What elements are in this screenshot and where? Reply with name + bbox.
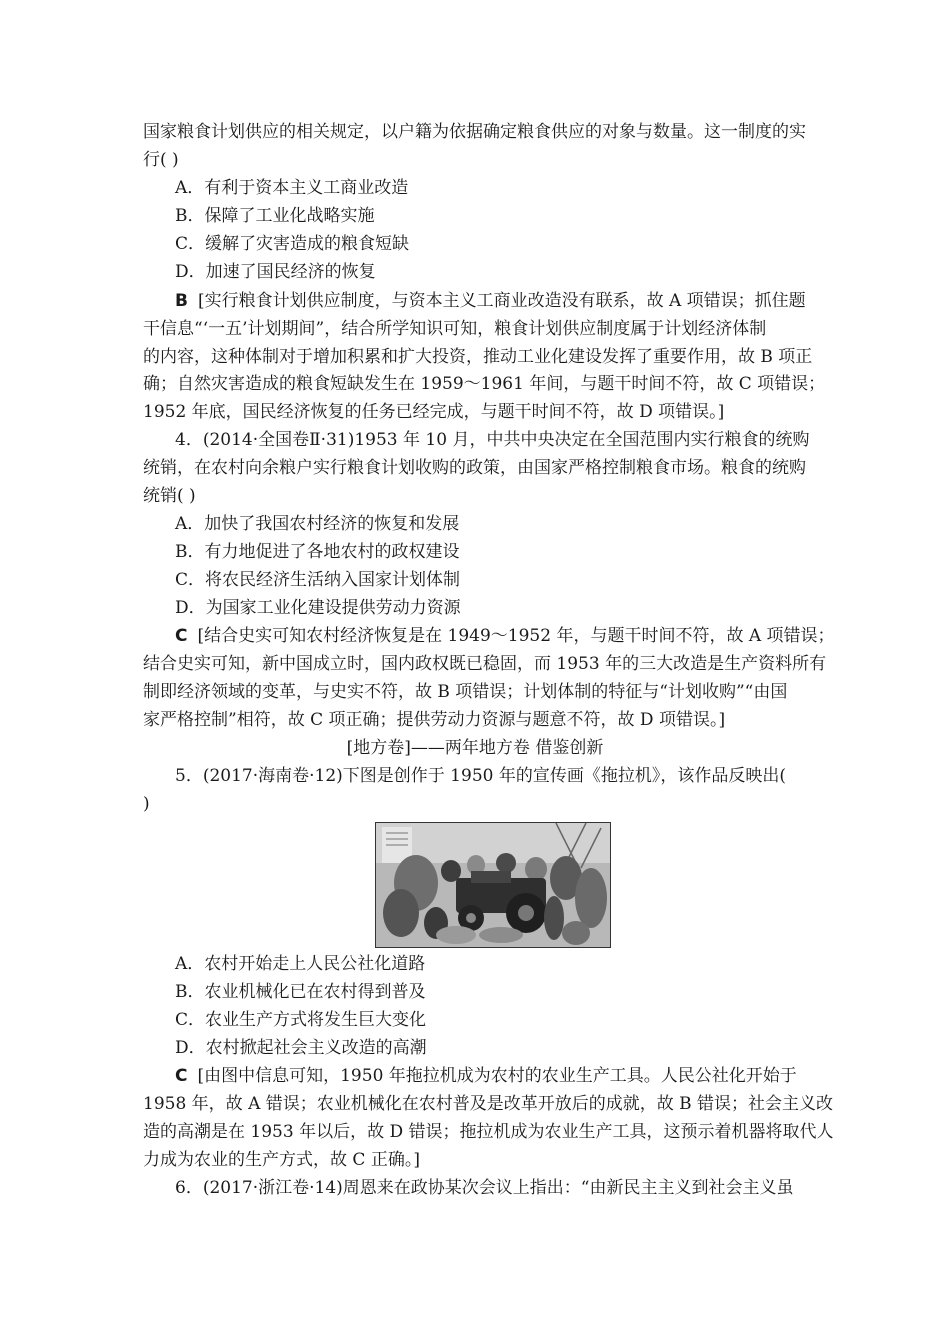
q4-stem-line-1: 4．(2014·全国卷Ⅱ·31)1953 年 10 月，中共中央决定在全国范围内实行粮食的统购 <box>175 430 810 450</box>
q5-explanation-line-3: 造的高潮是在 1953 年以后，故 D 错误；拖拉机成为农业生产工具，这预示着机器将取代人 <box>143 1122 834 1142</box>
q3-option-c: C．缓解了灾害造成的粮食短缺 <box>175 234 410 254</box>
section-heading: [地方卷]——两年地方卷 借鉴创新 <box>346 738 604 758</box>
q4-explanation-line-1 <box>175 624 835 648</box>
tractor-poster-image <box>375 822 611 948</box>
q3-explanation-line-4: 确；自然灾害造成的粮食短缺发生在 1959～1961 年间，与题干时间不符，故 C 项错误； <box>143 374 826 394</box>
q5-explanation-line-1 <box>175 1064 797 1088</box>
q5-explanation-line-4: 力成为农业的生产方式，故 C 正确。] <box>143 1150 420 1170</box>
q3-stem-line-2: 行( ) <box>143 150 179 170</box>
q3-answer: B <box>175 291 188 311</box>
q4-explanation-line-4: 家严格控制”相符，故 C 项正确；提供劳动力资源与题意不符，故 D 项错误。] <box>143 710 726 730</box>
q4-option-c: C．将农民经济生活纳入国家计划体制 <box>175 570 461 590</box>
q4-explanation-line-3: 制即经济领域的变革，与史实不符，故 B 项错误；计划体制的特征与“计划收购”“由国 <box>143 682 788 702</box>
q3-explanation-line-3: 的内容，这种体制对于增加积累和扩大投资，推动工业化建设发挥了重要作用，故 B 项正 <box>143 347 813 367</box>
q5-option-c: C．农业生产方式将发生巨大变化 <box>175 1010 427 1030</box>
q5-answer: C <box>175 1066 188 1086</box>
q3-stem-line-1: 国家粮食计划供应的相关规定，以户籍为依据确定粮食供应的对象与数量。这一制度的实 <box>143 122 806 142</box>
q4-option-a: A．加快了我国农村经济的恢复和发展 <box>175 514 460 534</box>
q5-explanation-text: [由图中信息可知，1950 年拖拉机成为农村的农业生产工具。人民公社化开始于 <box>197 1066 797 1086</box>
q3-option-d: D．加速了国民经济的恢复 <box>175 262 376 282</box>
q6-stem-line-1: 6．(2017·浙江卷·14)周恩来在政协某次会议上指出：“由新民主主义到社会主义虽 <box>175 1178 794 1198</box>
q4-stem-line-3: 统销( ) <box>143 486 196 506</box>
tractor-poster-illustration <box>376 823 610 947</box>
q3-explanation-line-2: 干信息“‘一五’计划期间”，结合所学知识可知，粮食计划供应制度属于计划经济体制 <box>143 319 767 339</box>
q3-option-b: B．保障了工业化战略实施 <box>175 206 375 226</box>
q3-explanation-line-1 <box>175 289 806 313</box>
q5-stem-line-1: 5．(2017·海南卷·12)下图是创作于 1950 年的宣传画《拖拉机》，该作品反映出( <box>175 766 786 786</box>
q4-option-d: D．为国家工业化建设提供劳动力资源 <box>175 598 461 618</box>
q4-option-b: B．有力地促进了各地农村的政权建设 <box>175 542 460 562</box>
q5-option-b: B．农业机械化已在农村得到普及 <box>175 982 426 1002</box>
q3-explanation-line-5: 1952 年底，国民经济恢复的任务已经完成，与题干时间不符，故 D 项错误。] <box>143 402 725 422</box>
q4-stem-line-2: 统销，在农村向余粮户实行粮食计划收购的政策，由国家严格控制粮食市场。粮食的统购 <box>143 458 806 478</box>
q5-option-d: D．农村掀起社会主义改造的高潮 <box>175 1038 427 1058</box>
q3-explanation-text: [实行粮食计划供应制度，与资本主义工商业改造没有联系，故 A 项错误；抓住题 <box>197 291 806 311</box>
q5-explanation-line-2: 1958 年，故 A 错误；农业机械化在农村普及是改革开放后的成就，故 B 错误；社会主义改 <box>143 1094 834 1114</box>
q5-stem-line-2: ) <box>143 794 150 814</box>
q4-explanation-text: [结合史实可知农村经济恢复是在 1949～1952 年，与题干时间不符，故 A 项错误； <box>197 626 835 646</box>
q4-explanation-line-2: 结合史实可知，新中国成立时，国内政权既已稳固，而 1953 年的三大改造是生产资料所有 <box>143 654 827 674</box>
q3-option-a: A．有利于资本主义工商业改造 <box>175 178 409 198</box>
q5-option-a: A．农村开始走上人民公社化道路 <box>175 954 426 974</box>
q4-answer: C <box>175 626 188 646</box>
